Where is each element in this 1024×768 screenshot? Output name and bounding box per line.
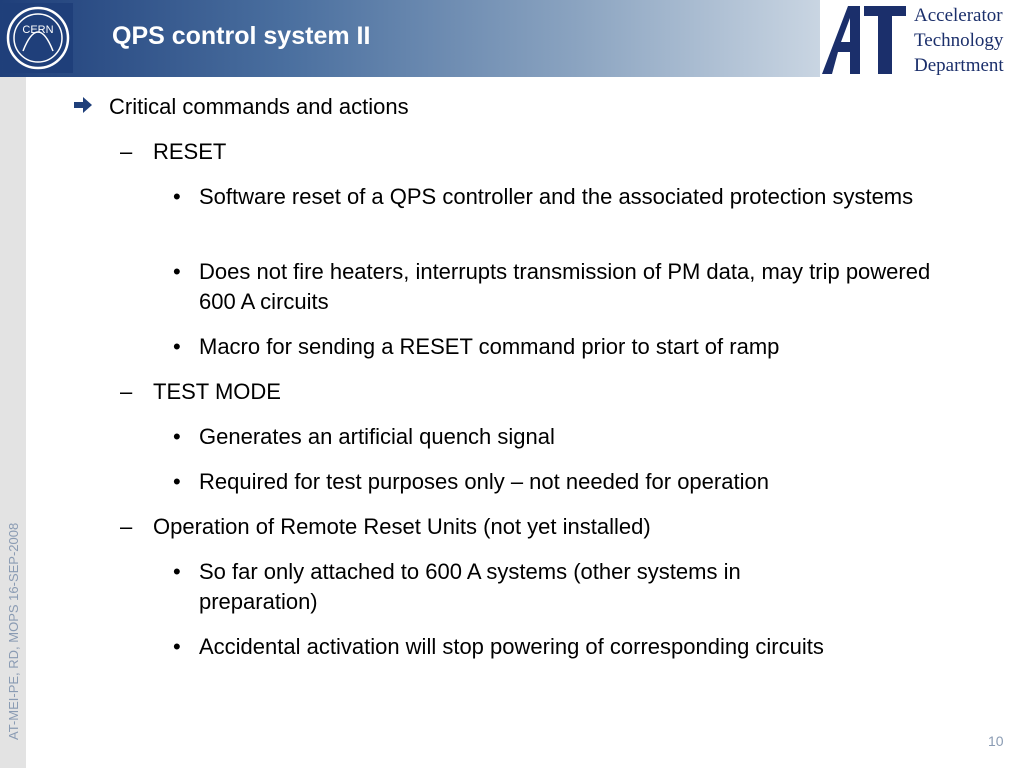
at-logo-mark (820, 2, 906, 76)
sidebar-footer-text: AT-MEI-PE, RD, MOPS 16-SEP-2008 (6, 522, 21, 740)
dot-bullet: • (173, 559, 181, 584)
arrow-right-icon (72, 94, 94, 116)
cern-logo-text: CERN (22, 24, 54, 36)
main-point: Critical commands and actions (109, 94, 409, 119)
section-remote-reset (120, 514, 651, 540)
list-item: • Does not fire heaters, interrupts transmission of PM data, may trip powered 600 A circuits (173, 259, 931, 314)
dot-bullet: • (173, 259, 181, 284)
dot-bullet: • (173, 634, 181, 659)
dash-bullet: – (120, 514, 133, 539)
list-item: • Generates an artificial quench signal (199, 422, 959, 452)
section-reset (120, 139, 227, 165)
section-label: TEST MODE (153, 379, 281, 404)
section-label: Operation of Remote Reset Units (not yet installed) (153, 514, 651, 539)
dot-bullet: • (173, 469, 181, 494)
cern-logo (3, 3, 73, 73)
list-item: • Software reset of a QPS controller and the associated protection systems (199, 182, 959, 212)
list-item: • Macro for sending a RESET command prior to start of ramp (199, 332, 959, 362)
page-number: 10 (988, 733, 1004, 749)
department-logo (820, 0, 1024, 77)
section-test-mode (120, 379, 281, 405)
dot-bullet: • (173, 334, 181, 359)
department-name (914, 3, 1004, 78)
dept-line-3: Department (914, 55, 1004, 76)
dash-bullet: – (120, 379, 133, 404)
dash-bullet: – (120, 139, 133, 164)
list-item: • So far only attached to 600 A systems (other systems in preparation) (173, 559, 741, 614)
list-item: • Required for test purposes only – not needed for operation (199, 467, 959, 497)
section-label: RESET (153, 139, 227, 164)
dot-bullet: • (173, 184, 181, 209)
slide-title: QPS control system II (112, 22, 371, 50)
dot-bullet: • (173, 424, 181, 449)
dept-line-2: Technology (914, 30, 1004, 51)
dept-line-1: Accelerator (914, 5, 1003, 26)
list-item: • Accidental activation will stop powering of corresponding circuits (199, 632, 959, 662)
